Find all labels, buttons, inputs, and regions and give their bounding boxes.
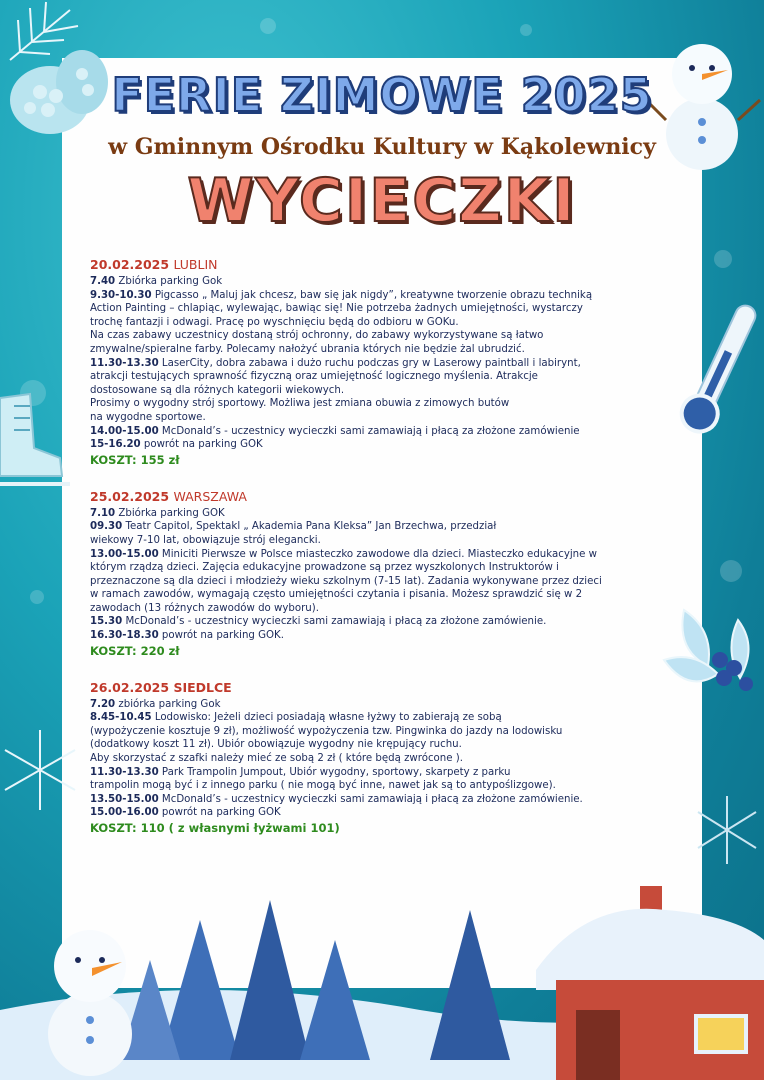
snow-dot <box>30 590 44 604</box>
line-text: McDonald’s - uczestnicy wycieczki sami zamawiają i płacą za złożone zamówienie <box>158 425 580 437</box>
poster-subtitle: w Gminnym Ośrodku Kultury w Kąkolewnicy <box>108 134 656 160</box>
line-text: McDonald’s - uczestnicy wycieczki sami zamawiają i płacą za złożone zamówienie. <box>158 793 583 805</box>
time: 15.00-16.00 <box>90 807 159 819</box>
line-text: LaserCity, dobra zabawa i dużo ruchu podczas gry w Laserowy paintball i labirynt, <box>158 357 581 369</box>
trip-header <box>90 488 650 506</box>
snowflake-icon <box>0 720 80 820</box>
cabin-icon <box>516 880 764 1080</box>
time: 11.30-13.30 <box>90 357 159 369</box>
line-text: trampolin mogą być i z innego parku ( nie mogą być inne, nawet jak są to antypoślizgowe). <box>90 780 556 792</box>
line-text: Park Trampolin Jumpout, Ubiór wygodny, sportowy, skarpety z parku <box>158 766 511 778</box>
trips-list <box>90 256 650 836</box>
snowflake-icon <box>690 790 764 870</box>
ice-skates-icon <box>0 388 80 508</box>
line-text: powrót na parking GOK. <box>158 630 284 642</box>
trip-cost: KOSZT: 155 zł <box>90 452 180 467</box>
time: 15-16.20 <box>90 439 141 451</box>
line-text: Prosimy o wygodny strój sportowy. Możliwa jest zmiana obuwia z zimowych butów <box>90 398 510 410</box>
trip-city: LUBLIN <box>173 257 218 272</box>
trip-city: WARSZAWA <box>173 488 247 504</box>
line-text: Zbiórka parking GOK <box>115 507 225 519</box>
time: 9.30-10.30 <box>90 289 152 301</box>
trip-header <box>90 256 650 274</box>
line-text: zmywalne/spieralne farby. Polecamy nałożyć ubrania których nie będzie żal ubrudzić. <box>90 343 525 355</box>
section-heading: WYCIECZKI <box>187 166 577 236</box>
time: 7.20 <box>90 698 116 710</box>
line-text: trochę fantazji i odwagi. Pracę po wyschnięciu będą do odbioru w GOKu. <box>90 316 459 328</box>
line-text: (wypożyczenie kosztuje 9 zł), możliwość wypożyczenia tzw. Pingwinka do jazdy na lodowisku <box>90 725 563 737</box>
thermometer-icon <box>676 290 764 450</box>
line-text: Lodowisko: Jeżeli dzieci posiadają własne łyżwy to zabierają ze sobą <box>151 712 502 724</box>
line-text: zawodach (13 różnych zawodów do wyboru). <box>90 602 319 614</box>
line-text: Pigcasso „ Maluj jak chcesz, baw się jak nigdy”, kreatywne tworzenie obrazu techniką <box>151 289 593 301</box>
snow-dot <box>720 560 742 582</box>
trip-date: 20.02.2025 <box>90 257 170 272</box>
trip-warszawa <box>90 488 650 659</box>
trip-header <box>90 679 650 697</box>
time: 16.30-18.30 <box>90 630 159 642</box>
line-text: Miniciti Pierwsze w Polsce miasteczko zawodowe dla dzieci. Miasteczko edukacyjne w <box>158 548 597 560</box>
trip-date: 26.02.2025 <box>90 679 170 695</box>
time: 7.10 <box>90 507 116 519</box>
trip-cost: KOSZT: 220 zł <box>90 643 180 658</box>
trip-lublin <box>90 256 650 468</box>
line-text: (dodatkowy koszt 11 zł). Ubiór obowiązuje wygodny nie krępujący ruchu. <box>90 739 462 751</box>
line-text: atrakcji testujących sprawność fizyczną oraz umiejętność logicznego myślenia. Atrakcje <box>90 371 538 383</box>
line-text: dostosowane są dla różnych kategorii wiekowych. <box>90 384 345 396</box>
line-text: zbiórka parking Gok <box>115 698 221 710</box>
trip-siedlce <box>90 679 650 836</box>
line-text: powrót na parking GOK <box>158 807 281 819</box>
time: 09.30 <box>90 521 123 533</box>
time: 13.50-15.00 <box>90 793 159 805</box>
time: 11.30-13.30 <box>90 766 159 778</box>
line-text: Zbiórka parking Gok <box>115 276 223 287</box>
time: 13.00-15.00 <box>90 548 159 560</box>
trip-cost: KOSZT: 110 ( z własnymi łyżwami 101) <box>90 821 340 835</box>
line-text: Teatr Capitol, Spektakl „ Akademia Pana Kleksa” Jan Brzechwa, przedział <box>122 521 497 533</box>
holly-icon <box>654 590 764 720</box>
line-text: wiekowy 7-10 lat, obowiązuje strój elegancki. <box>90 534 321 546</box>
line-text: którym rządzą dzieci. Zajęcia edukacyjne prowadzone są przez wyszkolonych Instruktorów i <box>90 562 559 574</box>
trip-date: 25.02.2025 <box>90 488 170 504</box>
line-text: powrót na parking GOK <box>140 439 263 451</box>
line-text: Action Painting – chlapiąc, wylewając, bawiąc się! Nie potrzeba żadnych umiejętności, wystarczy <box>90 303 583 315</box>
time: 15.30 <box>90 616 123 628</box>
line-text: Na czas zabawy uczestnicy dostaną strój ochronny, do zabawy wykorzystywane są łatwo <box>90 330 544 342</box>
snow-dot <box>714 250 732 268</box>
time: 8.45-10.45 <box>90 712 152 724</box>
snow-dot <box>260 18 276 34</box>
line-text: na wygodne sportowe. <box>90 411 206 423</box>
line-text: w ramach zawodów, wymagają często umiejętności czytania i pisania. Możesz sprawdzić się w 2 <box>90 589 583 601</box>
trip-city: SIEDLCE <box>173 679 232 695</box>
poster-title: FERIE ZIMOWE 2025 <box>111 68 653 122</box>
line-text: McDonald’s - uczestnicy wycieczki sami zamawiają i płacą za złożone zamówienie. <box>122 616 547 628</box>
line-text: przeznaczone są dla dzieci i młodzieży wieku szkolnym (7-15 lat). Zadania wykonywane przez dzieci <box>90 575 602 587</box>
snowman-icon <box>30 916 150 1080</box>
snow-dot <box>520 24 532 36</box>
pine-tree-icon <box>120 900 510 1060</box>
time: 14.00-15.00 <box>90 425 159 437</box>
line-text: Aby skorzystać z szafki należy mieć ze sobą 2 zł ( które będą zwrócone ). <box>90 753 463 765</box>
time: 7.40 <box>90 276 116 287</box>
